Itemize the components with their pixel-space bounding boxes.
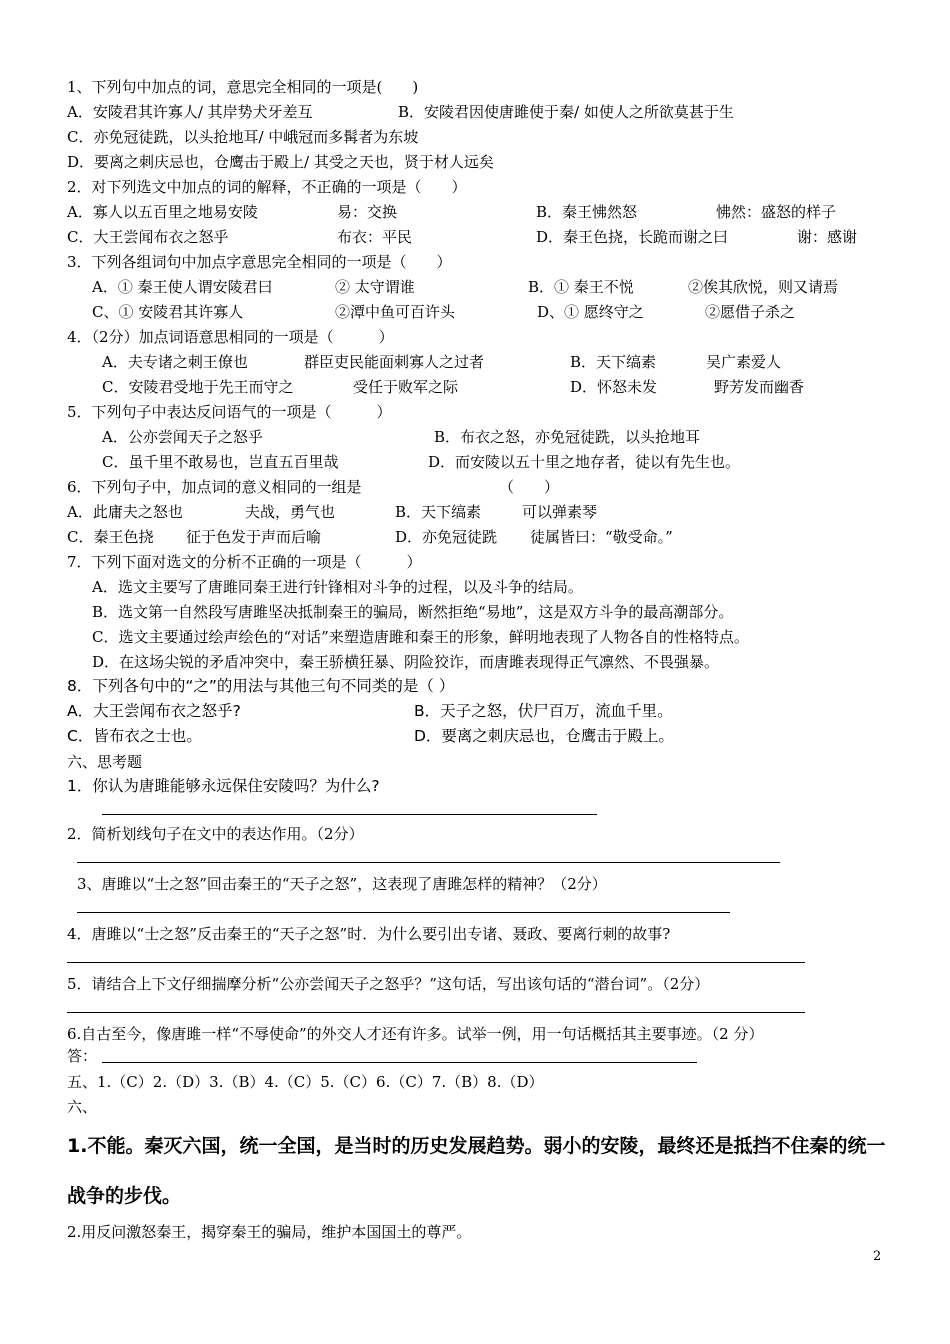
q2-option-a <box>67 202 398 222</box>
q3-option-c-2: ②潭中鱼可百许头 <box>335 303 456 321</box>
q6-stem-text: 6．下列句子中，加点词的意义相同的一组是 <box>67 478 362 496</box>
thinking-q4: 4．唐雎以“士之怒”反击秦王的“天子之怒”时．为什么要引出专诸、聂政、要离行刺的故事? <box>67 925 671 943</box>
q2-option-b <box>536 202 837 222</box>
q2-option-d <box>536 227 858 247</box>
q3-option-d <box>537 302 796 322</box>
q6-option-c-1: C．秦王色挠 <box>67 528 154 546</box>
q4-option-c-1: C．安陵君受地于先王而守之 <box>102 378 294 396</box>
q7-option-c: C．选文主要通过绘声绘色的“对话”来塑造唐雎和秦王的形象，鲜明地表现了人物各自的性格特点。 <box>92 628 749 646</box>
q2-option-c <box>67 227 413 247</box>
q2-option-c-gloss: 布衣：平民 <box>337 228 413 246</box>
q6-option-d-2: 徒属皆曰：“敬受命。” <box>530 528 673 546</box>
q1-stem: 1、下列句中加点的词，意思完全相同的一项是( ) <box>67 78 419 96</box>
answer-line-3[interactable] <box>77 912 730 913</box>
q4-option-b-1: B．天下缟素 <box>570 353 657 371</box>
q4-option-b <box>570 352 782 372</box>
q4-option-c <box>102 377 459 397</box>
section6-heading: 六、思考题 <box>67 753 143 771</box>
q5-option-d: D．而安陵以五十里之地存者，徒以有先生也。 <box>428 453 741 471</box>
q3-option-d-1: D、① 愿终守之 <box>537 303 644 321</box>
q6-option-d <box>395 527 673 547</box>
answer-line-6[interactable] <box>102 1062 697 1063</box>
answer-line-4[interactable] <box>67 962 805 963</box>
q6-option-b-2: 可以弹素琴 <box>522 503 598 521</box>
q6-option-b <box>395 502 598 522</box>
q1-option-c: C．亦免冠徒跣，以头抢地耳/ 中峨冠而多髯者为东坡 <box>67 128 419 146</box>
q3-option-b <box>528 277 839 297</box>
q4-option-d <box>570 377 805 397</box>
thinking-q6: 6.自古至今，像唐雎一样“不辱使命”的外交人才还有许多。试举一例，用一句话概括其主要事迹。（2 分） <box>67 1025 764 1043</box>
q2-option-a-gloss: 易：交换 <box>337 203 398 221</box>
q3-stem: 3．下列各组词句中加点字意思完全相同的一项是（ ） <box>67 253 452 271</box>
q6-option-a-1: A．此庸夫之怒也 <box>67 503 183 521</box>
q4-option-c-2: 受任于败军之际 <box>353 378 459 396</box>
q8-stem: 8．下列各句中的“之”的用法与其他三句不同类的是（ ） <box>67 677 455 695</box>
q2-stem: 2．对下列选文中加点的词的解释，不正确的一项是（ ） <box>67 178 467 196</box>
thinking-q2: 2．简析划线句子在文中的表达作用。（2分） <box>67 825 364 843</box>
q2-option-b-sentence: B．秦王怫然怒 <box>536 203 638 221</box>
q3-option-c <box>92 302 456 322</box>
q7-stem: 7．下列下面对选文的分析不正确的一项是（ ） <box>67 553 422 571</box>
q2-option-d-sentence: D．秦王色挠，长跪而谢之曰 <box>536 228 729 246</box>
thinking-q3: 3、唐雎以“士之怒”回击秦王的“天子之怒”，这表现了唐雎怎样的精神？（2分） <box>77 875 607 893</box>
q6-option-b-1: B．天下缟素 <box>395 503 482 521</box>
q2-option-a-sentence: A．寡人以五百里之地易安陵 <box>67 203 258 221</box>
q2-option-d-gloss: 谢：感谢 <box>797 228 858 246</box>
q3-option-b-1: B．① 秦王不悦 <box>528 278 634 296</box>
q8-option-c: C．皆布衣之士也。 <box>67 727 202 745</box>
q6-answer-paren: （ ） <box>499 478 560 496</box>
q4-option-b-2: 吴广素爱人 <box>706 353 782 371</box>
q8-option-b: B．天子之怒，伏尸百万，流血千里。 <box>414 702 673 720</box>
q2-option-c-sentence: C．大王尝闻布衣之怒乎 <box>67 228 229 246</box>
q1-option-d: D．要离之刺庆忌也，仓鹰击于殿上/ 其受之天也，贤于材人远矣 <box>67 153 494 171</box>
q4-option-a-1: A．夫专诸之刺王僚也 <box>102 353 248 371</box>
page-number: 2 <box>873 1249 882 1264</box>
q3-option-a-1: A．① 秦王使人谓安陵君曰 <box>92 278 273 296</box>
q5-option-b: B．布衣之怒，亦免冠徒跣，以头抢地耳 <box>434 428 701 446</box>
answer-1-line-2: 战争的步伐。 <box>67 1185 182 1207</box>
q3-option-b-2: ②俟其欣悦，则又请焉 <box>688 278 839 296</box>
q4-option-d-2: 野芳发而幽香 <box>714 378 805 396</box>
answer-key-section6-heading: 六、 <box>67 1098 98 1116</box>
answer-line-2[interactable] <box>77 862 780 863</box>
q5-stem: 5．下列句子中表达反问语气的一项是（ ） <box>67 403 392 421</box>
q1-option-b: B．安陵君因使唐雎使于秦/ 如使人之所欲莫甚于生 <box>398 103 734 121</box>
q1-option-a: A．安陵君其许寡人/ 其岸势犬牙差互 <box>67 103 313 121</box>
answer-label: 答： <box>67 1047 98 1065</box>
q2-option-b-gloss: 怫然：盛怒的样子 <box>716 203 837 221</box>
q3-option-a <box>92 277 415 297</box>
q3-option-a-2: ② 太守谓谁 <box>335 278 415 296</box>
q7-option-b: B．选文第一自然段写唐雎坚决抵制秦王的骗局，断然拒绝“易地”，这是双方斗争的最高潮部分。 <box>92 603 734 621</box>
q4-option-a-2: 群臣吏民能面刺寡人之过者 <box>304 353 485 371</box>
q6-stem <box>67 477 560 497</box>
q3-option-d-2: ②愿借子杀之 <box>705 303 796 321</box>
q4-stem: 4．（2分）加点词语意思相同的一项是（ ） <box>67 328 394 346</box>
q3-option-c-1: C、① 安陵君其许寡人 <box>92 303 244 321</box>
q6-option-a-2: 夫战，勇气也 <box>245 503 336 521</box>
q8-option-a: A．大王尝闻布衣之怒乎? <box>67 702 241 720</box>
thinking-q5: 5．请结合上下文仔细揣摩分析“公亦尝闻天子之怒乎？”这句话，写出该句话的“潜台词”。（2分） <box>67 975 710 993</box>
answer-1-line-1: 1.不能。秦灭六国，统一全国，是当时的历史发展趋势。弱小的安陵，最终还是抵挡不住秦的统一 <box>67 1135 886 1157</box>
q6-option-a <box>67 502 336 522</box>
q4-option-a <box>102 352 485 372</box>
q5-option-a: A．公亦尝闻天子之怒乎 <box>102 428 263 446</box>
answer-line-1[interactable] <box>102 814 597 815</box>
q5-option-c: C．虽千里不敢易也，岂直五百里哉 <box>102 453 339 471</box>
q4-option-d-1: D．怀怒未发 <box>570 378 658 396</box>
q6-option-c <box>67 527 322 547</box>
q7-option-a: A．选文主要写了唐雎同秦王进行针锋相对斗争的过程，以及斗争的结局。 <box>92 578 583 596</box>
answer-2: 2.用反问激怒秦王，揭穿秦王的骗局，维护本国国土的尊严。 <box>67 1223 472 1241</box>
answer-line-5[interactable] <box>67 1012 805 1013</box>
q8-option-d: D．要离之刺庆忌也，仓鹰击于殿上。 <box>414 727 674 745</box>
q7-option-d: D．在这场尖锐的矛盾冲突中，秦王骄横狂暴、阴险狡诈，而唐雎表现得正气凛然、不畏强暴。 <box>92 653 720 671</box>
q6-option-d-1: D．亦免冠徒跣 <box>395 528 498 546</box>
q6-option-c-2: 征于色发于声而后喻 <box>186 528 322 546</box>
answer-key-section5: 五、1.（C）2.（D）3.（B）4.（C）5.（C）6.（C）7.（B）8.（D） <box>67 1073 544 1091</box>
thinking-q1: 1．你认为唐雎能够永远保住安陵吗？为什么? <box>67 777 380 795</box>
